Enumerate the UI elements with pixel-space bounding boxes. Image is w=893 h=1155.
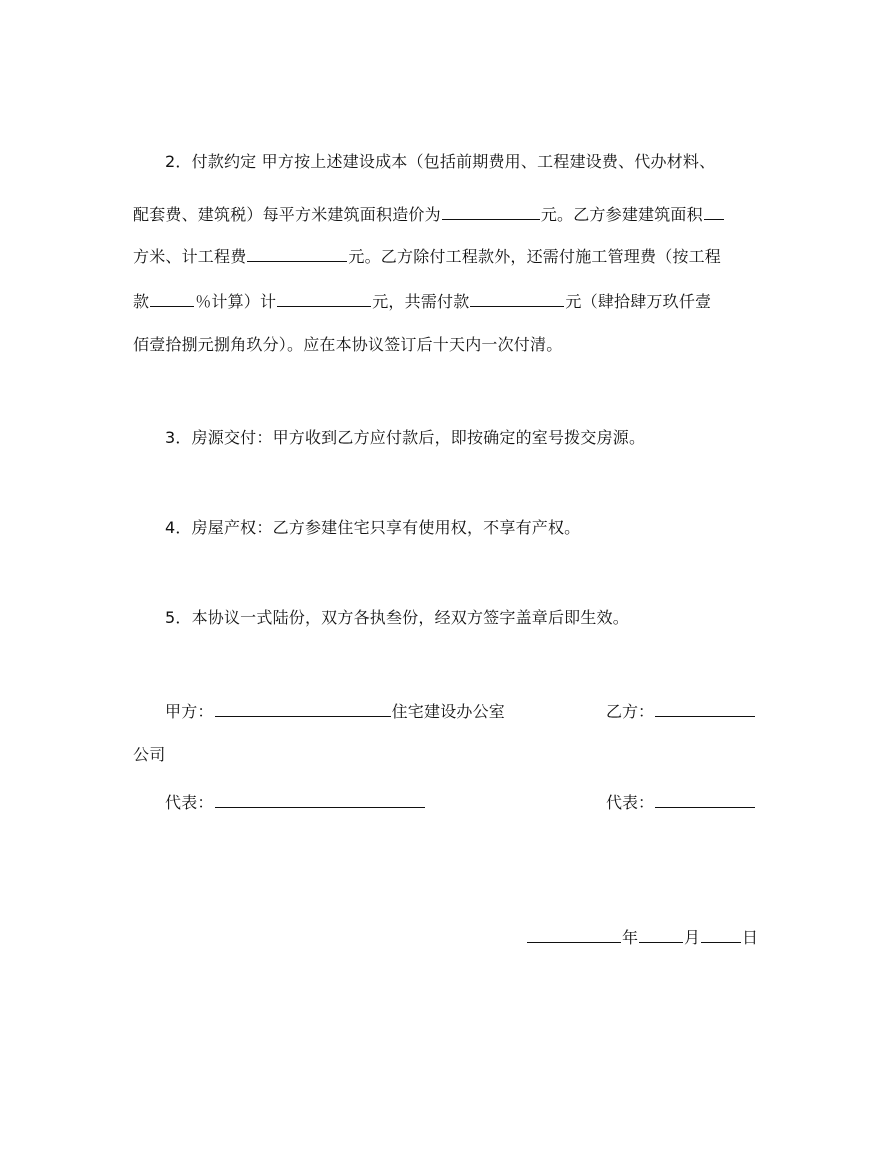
company-label: 公司 — [133, 745, 166, 764]
clause2-text: 元，共需付款 — [372, 292, 470, 311]
rep-a-blank[interactable] — [215, 791, 425, 808]
clause2-line4 — [133, 290, 711, 312]
party-a-suffix: 住宅建设办公室 — [391, 702, 506, 721]
clause2-line2 — [133, 203, 725, 225]
rep-b-row — [606, 791, 756, 813]
party-b-blank[interactable] — [655, 700, 755, 717]
clause2-text: 元。乙方参建建筑面积 — [540, 205, 703, 224]
clause2-line1: 2．付款约定 甲方按上述建设成本（包括前期费用、工程建设费、代办材料、 — [165, 152, 716, 171]
rep-b-label: 代表： — [606, 793, 655, 812]
rep-a-row — [165, 791, 426, 813]
rep-b-blank[interactable] — [655, 791, 755, 808]
clause2-text: 款 — [133, 292, 150, 311]
total-payment-blank[interactable] — [470, 290, 564, 307]
party-a-row — [165, 700, 505, 722]
clause4: 4．房屋产权：乙方参建住宅只享有使用权，不享有产权。 — [165, 518, 581, 537]
area-blank[interactable] — [704, 203, 724, 220]
clause2-text: 配套费、建筑税）每平方米建筑面积造价为 — [133, 205, 441, 224]
day-blank[interactable] — [701, 926, 741, 943]
clause2-text: 元。乙方除付工程款外，还需付施工管理费（按工程 — [348, 247, 722, 266]
clause5: 5．本协议一式陆份，双方各执叁份，经双方签字盖章后即生效。 — [165, 608, 629, 627]
year-label: 年 — [622, 928, 639, 947]
clause2-line5: 佰壹拾捌元捌角玖分）。应在本协议签订后十天内一次付清。 — [133, 335, 563, 354]
date-row — [526, 926, 758, 948]
rep-a-label: 代表： — [165, 793, 214, 812]
clause2-text: ％计算）计 — [195, 292, 277, 311]
year-blank[interactable] — [527, 926, 621, 943]
party-b-label: 乙方： — [606, 702, 655, 721]
management-fee-blank[interactable] — [277, 290, 371, 307]
party-a-blank[interactable] — [215, 700, 391, 717]
month-blank[interactable] — [639, 926, 683, 943]
day-label: 日 — [742, 928, 759, 947]
percent-blank[interactable] — [150, 290, 194, 307]
clause3: 3．房源交付：甲方收到乙方应付款后，即按确定的室号拨交房源。 — [165, 428, 646, 447]
month-label: 月 — [684, 928, 701, 947]
clause2-line3 — [133, 245, 721, 267]
clause2-text: 方米、计工程费 — [133, 247, 247, 266]
fee-blank[interactable] — [247, 245, 347, 262]
price-blank[interactable] — [442, 203, 540, 220]
party-a-label: 甲方： — [165, 702, 214, 721]
party-b-row — [606, 700, 756, 722]
clause2-text: 元（肆拾肆万玖仟壹 — [565, 292, 712, 311]
